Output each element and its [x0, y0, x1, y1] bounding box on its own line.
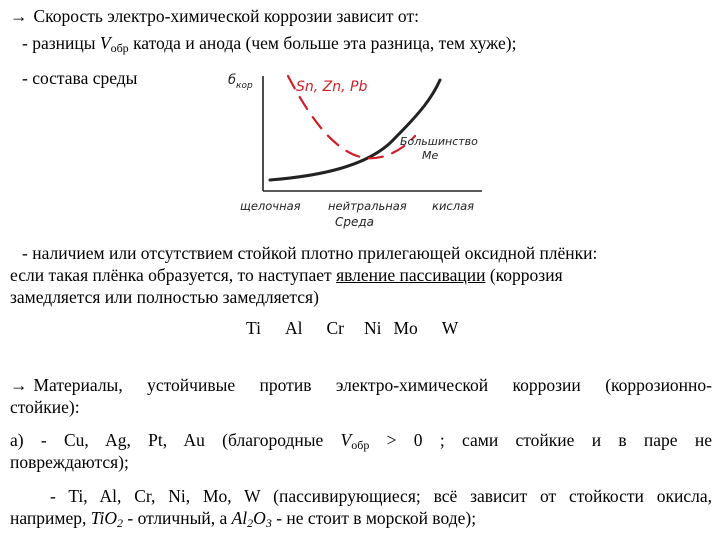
- passivation-prefix: если такая плёнка образуется, то наступает: [10, 265, 337, 285]
- arrow-right-icon: →: [10, 375, 28, 395]
- passivating-metals-line: - Ti, Al, Cr, Ni, Mo, W (пассивирующиеся; всё зависит от стойкости окисла,: [50, 486, 712, 506]
- formula-o-sub: 3: [265, 516, 272, 530]
- noble-metals-suffix: > 0 ; сами стойкие и в паре не: [369, 430, 712, 450]
- metal-ti: Ti: [246, 318, 261, 338]
- v-symbol: V: [99, 33, 111, 53]
- formula-tio2-sub: 2: [117, 516, 124, 530]
- metal-al: Al: [284, 318, 303, 338]
- passivation-line: [10, 265, 563, 286]
- metal-mo: Mo: [393, 318, 418, 338]
- passivation-line-2: замедляется или полностью замедляется): [10, 287, 319, 307]
- metal-ni: Ni: [363, 318, 382, 338]
- corrosion-rate-graph: [200, 58, 500, 233]
- graph-label-most-metals: Большинство: [400, 135, 478, 148]
- graph-x-label-neutral: нейтральная: [328, 199, 407, 213]
- factor-potential-difference: [22, 33, 516, 59]
- formula-al: Al: [231, 508, 248, 528]
- graph-ylabel: $б_{кор}$: [228, 73, 253, 91]
- example-prefix: например,: [10, 508, 91, 528]
- v-subscript: обр: [110, 41, 129, 55]
- graph-curve-most-metals: [270, 80, 440, 180]
- formula-o: O: [253, 508, 266, 528]
- graph-x-title: Среда: [335, 215, 375, 229]
- passivation-term: явление пассивации: [336, 265, 486, 285]
- metal-w: W: [441, 318, 459, 338]
- factor-1-prefix: - разницы: [22, 33, 100, 53]
- heading: [10, 6, 419, 27]
- graph-label-me: Ме: [422, 149, 439, 162]
- passivating-metals-list: [246, 318, 458, 339]
- heading-text: Скорость электро-химической коррозии зависит от:: [33, 6, 419, 26]
- example-suffix: - не стоит в морской воде);: [271, 508, 477, 528]
- factor-oxide-film: - наличием или отсутствием стойкой плотно прилегающей оксидной плёнки:: [22, 243, 598, 263]
- noble-metals-prefix: а) - Cu, Ag, Pt, Au (благородные: [10, 430, 341, 450]
- arrow-right-icon: →: [10, 6, 28, 26]
- factor-environment: - состава среды: [22, 68, 138, 88]
- materials-heading-line-2: стойкие):: [10, 397, 80, 417]
- v-subscript: обр: [351, 438, 370, 452]
- materials-heading-text: Материалы, устойчивые против электро-химической коррозии (коррозионно-: [33, 375, 712, 395]
- formula-al-sub: 2: [247, 516, 254, 530]
- formula-tio2: TiO: [90, 508, 118, 528]
- metal-cr: Cr: [326, 318, 344, 338]
- graph-x-label-alkaline: щелочная: [240, 199, 301, 213]
- graph-label-sn-zn-pb: Sn, Zn, Pb: [296, 79, 368, 95]
- passivation-suffix: (коррозия: [485, 265, 563, 285]
- noble-metals-line-2: повреждаются);: [10, 452, 129, 472]
- graph-x-label-acidic: кислая: [432, 199, 475, 213]
- oxide-example-line: [10, 508, 476, 534]
- materials-heading: [10, 375, 712, 396]
- v-symbol: V: [340, 430, 352, 450]
- factor-1-suffix: катода и анода (чем больше эта разница, тем хуже);: [128, 33, 517, 53]
- example-middle: - отличный, а: [123, 508, 232, 528]
